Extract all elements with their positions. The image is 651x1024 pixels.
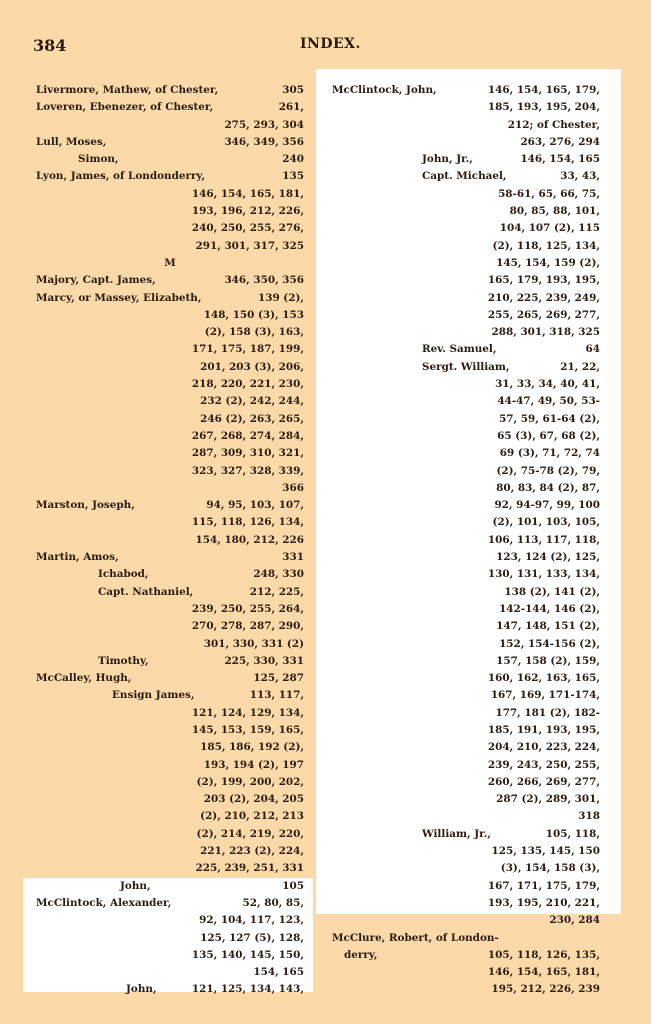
index-entry-name: William, Jr., [422, 827, 491, 840]
index-line [36, 930, 304, 947]
index-line [332, 238, 600, 255]
page-references: 195, 212, 226, 239 [491, 983, 600, 996]
index-line [332, 445, 600, 462]
index-line [332, 203, 600, 220]
page-references: 80, 85, 88, 101, [509, 205, 600, 218]
index-entry-name: John, [120, 879, 151, 892]
index-entry-name: Majory, Capt. James, [36, 274, 156, 287]
page-references: (2), 214, 219, 220, [196, 827, 304, 840]
index-line [332, 532, 600, 549]
page-references: (2), 101, 103, 105, [492, 516, 600, 529]
index-line [36, 584, 304, 601]
index-line [36, 964, 304, 981]
index-line [36, 860, 304, 877]
index-line [332, 964, 600, 981]
page-references: 185, 186, 192 (2), [200, 741, 304, 754]
page-references: (2), 75-78 (2), 79, [496, 464, 600, 477]
page-references: 177, 181 (2), 182- [495, 706, 600, 719]
page-references: 142-144, 146 (2), [499, 602, 600, 615]
page-references: 146, 154, 165 [520, 153, 600, 166]
index-line [332, 290, 600, 307]
page-references: 239, 250, 255, 264, [191, 602, 304, 615]
page-references: 135, 140, 145, 150, [191, 948, 304, 961]
page-references: 121, 124, 129, 134, [191, 706, 304, 719]
index-entry-name: Martin, Amos, [36, 551, 119, 564]
page-references: 239, 243, 250, 255, [487, 758, 600, 771]
index-entry-name: Livermore, Mathew, of Chester, [36, 84, 219, 96]
index-line [36, 82, 304, 99]
index-line [332, 117, 600, 134]
index-line [36, 895, 304, 912]
index-line [332, 757, 600, 774]
index-line [332, 860, 600, 877]
page-references: 115, 118, 126, 134, [191, 516, 304, 529]
index-entry-name: Simon, [78, 153, 119, 166]
page-references: 125, 135, 145, 150 [491, 845, 600, 858]
index-line [36, 687, 304, 704]
index-line [332, 808, 600, 825]
index-line [36, 445, 304, 462]
page-references: 139 (2), [258, 291, 304, 304]
index-entry-name: Lull, Moses, [36, 135, 107, 148]
page-references: 261, [278, 101, 304, 114]
index-line [332, 739, 600, 756]
page-references: 125, 287 [253, 672, 304, 685]
index-line [36, 722, 304, 739]
page-references: 160, 162, 163, 165, [487, 672, 600, 685]
page-references: 31, 33, 34, 40, 41, [495, 378, 600, 391]
page-references: (2), 199, 200, 202, [196, 775, 304, 788]
page-references: 58-61, 65, 66, 75, [498, 187, 600, 200]
index-entry-name: Capt. Michael, [422, 170, 507, 183]
page-title: INDEX. [300, 36, 361, 52]
index-entry-name: McClintock, Alexander, [36, 896, 172, 909]
page-references: 44-47, 49, 50, 53- [497, 395, 600, 408]
index-line [36, 601, 304, 618]
index-entry-name: derry, [344, 948, 378, 961]
index-entry-name: McClintock, John, [332, 84, 437, 96]
page-references: 366 [282, 481, 304, 494]
page-references: 232 (2), 242, 244, [200, 395, 304, 408]
index-line [36, 359, 304, 376]
index-entry-name: John, [126, 983, 157, 996]
index-line [36, 393, 304, 410]
page-references: 92, 104, 117, 123, [199, 914, 304, 927]
page-references: 225, 239, 251, 331 [195, 862, 304, 875]
page-references: (2), 210, 212, 213 [200, 810, 304, 823]
index-line [36, 705, 304, 722]
index-line [332, 947, 600, 964]
index-line [332, 981, 600, 998]
index-line [36, 514, 304, 531]
page-references: 204, 210, 223, 224, [487, 741, 600, 754]
page-references: 212, 225, [249, 585, 304, 598]
index-line [36, 480, 304, 497]
index-line [36, 255, 304, 272]
index-line [332, 168, 600, 185]
page-references: 193, 195, 210, 221, [487, 896, 600, 909]
page-references: 323, 327, 328, 339, [191, 464, 304, 477]
page-references: 240, 250, 255, 276, [191, 222, 304, 235]
page-references: 105, 118, [545, 827, 600, 840]
index-entry-name: Loveren, Ebenezer, of Chester, [36, 101, 214, 114]
page-references: 287 (2), 289, 301, [496, 793, 600, 806]
index-line [332, 826, 600, 843]
index-line [332, 480, 600, 497]
page-references: 57, 59, 61-64 (2), [499, 412, 600, 425]
index-entry-name: McClure, Robert, of London- [332, 931, 499, 944]
page-references: 193, 194 (2), 197 [203, 758, 304, 771]
index-line [332, 186, 600, 203]
index-line [332, 636, 600, 653]
page-references: 64 [585, 343, 600, 356]
section-heading: M [164, 256, 176, 269]
page-references: 121, 125, 134, 143, [191, 983, 304, 996]
index-line [36, 117, 304, 134]
index-line [332, 895, 600, 912]
index-line [36, 808, 304, 825]
index-entry-name: Sergt. William, [422, 360, 510, 373]
page-references: (3), 154, 158 (3), [500, 862, 600, 875]
index-line [36, 843, 304, 860]
page-references: 212; of Chester, [507, 118, 600, 131]
index-line [36, 912, 304, 929]
page-references: 193, 196, 212, 226, [191, 205, 304, 218]
index-entry-name: Marcy, or Massey, Elizabeth, [36, 291, 202, 304]
page-references: (2), 158 (3), 163, [204, 326, 304, 339]
index-line [332, 912, 600, 929]
index-line [332, 601, 600, 618]
index-line [332, 324, 600, 341]
page-references: 113, 117, [249, 689, 304, 702]
page-references: (2), 118, 125, 134, [492, 239, 600, 252]
index-line [332, 428, 600, 445]
index-line [332, 151, 600, 168]
index-line [332, 584, 600, 601]
index-line [36, 290, 304, 307]
page-references: 218, 220, 221, 230, [191, 378, 304, 391]
index-line [36, 220, 304, 237]
index-line [332, 463, 600, 480]
index-line [36, 947, 304, 964]
page-references: 154, 165 [253, 966, 304, 979]
index-line [332, 705, 600, 722]
index-entry-name: Ensign James, [112, 689, 195, 702]
page-references: 92, 94-97, 99, 100 [494, 499, 600, 512]
index-line [332, 307, 600, 324]
page-references: 94, 95, 103, 107, [206, 499, 304, 512]
page-references: 148, 150 (3), 153 [203, 308, 304, 321]
page-references: 135 [282, 170, 304, 183]
index-line [36, 99, 304, 116]
page-references: 225, 330, 331 [224, 654, 304, 667]
index-line [332, 653, 600, 670]
index-line [332, 843, 600, 860]
index-line [332, 930, 600, 947]
index-line [332, 878, 600, 895]
index-line [36, 981, 304, 998]
index-line [332, 618, 600, 635]
page-number: 384 [33, 36, 67, 55]
index-line [36, 168, 304, 185]
page-references: 152, 154-156 (2), [499, 637, 600, 650]
page-references: 255, 265, 269, 277, [487, 308, 600, 321]
index-entry-name: Lyon, James, of Londonderry, [36, 170, 206, 183]
page-references: 185, 193, 195, 204, [487, 101, 600, 114]
index-line [332, 514, 600, 531]
page-references: 130, 131, 133, 134, [487, 568, 600, 581]
page-references: 275, 293, 304 [224, 118, 304, 131]
index-line [36, 497, 304, 514]
index-line [36, 566, 304, 583]
page-references: 154, 180, 212, 226 [195, 533, 304, 546]
page-references: 52, 80, 85, [242, 896, 304, 909]
index-line [332, 220, 600, 237]
index-line [36, 307, 304, 324]
page-references: 147, 148, 151 (2), [496, 620, 600, 633]
index-line [36, 463, 304, 480]
page-references: 318 [578, 810, 600, 823]
index-entry-name: Timothy, [98, 654, 149, 667]
index-line [36, 376, 304, 393]
index-line [36, 774, 304, 791]
index-line [36, 411, 304, 428]
page-references: 240 [282, 153, 304, 166]
index-line [332, 791, 600, 808]
index-line [36, 549, 304, 566]
page-references: 221, 223 (2), 224, [200, 845, 304, 858]
page-references: 69 (3), 71, 72, 74 [499, 447, 600, 460]
page-references: 291, 301, 317, 325 [195, 239, 304, 252]
index-line [36, 272, 304, 289]
page-references: 248, 330 [253, 568, 304, 581]
page-references: 246 (2), 263, 265, [200, 412, 304, 425]
page-references: 301, 330, 331 (2) [203, 637, 304, 650]
page-references: 287, 309, 310, 321, [191, 447, 304, 460]
page-references: 33, 43, [560, 170, 600, 183]
page-references: 105 [282, 879, 304, 892]
page-references: 210, 225, 239, 249, [487, 291, 600, 304]
index-line [36, 203, 304, 220]
page-references: 167, 171, 175, 179, [487, 879, 600, 892]
index-line [332, 134, 600, 151]
page-references: 104, 107 (2), 115 [499, 222, 600, 235]
page-references: 201, 203 (3), 206, [200, 360, 304, 373]
page-references: 80, 83, 84 (2), 87, [496, 481, 600, 494]
index-line [36, 151, 304, 168]
index-line [36, 324, 304, 341]
index-line [36, 532, 304, 549]
page-references: 203 (2), 204, 205 [203, 793, 304, 806]
index-entry-name: Rev. Samuel, [422, 343, 497, 356]
page-references: 21, 22, [560, 360, 600, 373]
page-references: 267, 268, 274, 284, [191, 429, 304, 442]
index-line [332, 359, 600, 376]
page-references: 146, 154, 165, 181, [191, 187, 304, 200]
page-references: 270, 278, 287, 290, [191, 620, 304, 633]
index-line [332, 272, 600, 289]
page-references: 65 (3), 67, 68 (2), [497, 429, 600, 442]
index-line [36, 341, 304, 358]
page-references: 105, 118, 126, 135, [487, 948, 600, 961]
index-line [36, 428, 304, 445]
index-line [36, 791, 304, 808]
page-references: 145, 154, 159 (2), [496, 256, 600, 269]
index-entry-name: John, Jr., [422, 153, 473, 166]
index-entry-name: McCalley, Hugh, [36, 672, 132, 685]
page-references: 263, 276, 294 [520, 135, 600, 148]
index-line [36, 636, 304, 653]
page-references: 123, 124 (2), 125, [496, 551, 600, 564]
index-line [332, 341, 600, 358]
index-line [332, 99, 600, 116]
index-line [332, 393, 600, 410]
page-references: 167, 169, 171-174, [490, 689, 600, 702]
index-line [332, 549, 600, 566]
index-line [332, 497, 600, 514]
page-references: 106, 113, 117, 118, [487, 533, 600, 546]
index-line [36, 653, 304, 670]
index-line [36, 186, 304, 203]
index-line [332, 774, 600, 791]
index-entry-name: Capt. Nathaniel, [98, 585, 194, 598]
page-references: 145, 153, 159, 165, [191, 723, 304, 736]
page-references: 125, 127 (5), 128, [200, 931, 304, 944]
index-line [36, 826, 304, 843]
page-references: 260, 266, 269, 277, [487, 775, 600, 788]
index-line [332, 82, 600, 99]
left-index-column [36, 82, 304, 999]
page-references: 138 (2), 141 (2), [504, 585, 600, 598]
index-line [36, 739, 304, 756]
page-references: 146, 154, 165, 179, [487, 84, 600, 96]
index-line [36, 618, 304, 635]
right-index-column [332, 82, 600, 999]
page-references: 157, 158 (2), 159, [496, 654, 600, 667]
page-references: 165, 179, 193, 195, [487, 274, 600, 287]
index-line [332, 566, 600, 583]
index-line [332, 255, 600, 272]
page-references: 346, 349, 356 [224, 135, 304, 148]
index-entry-name: Marston, Joseph, [36, 499, 135, 512]
index-line [36, 878, 304, 895]
index-line [332, 670, 600, 687]
index-entry-name: Ichabod, [98, 568, 149, 581]
page-references: 146, 154, 165, 181, [487, 966, 600, 979]
index-line [332, 722, 600, 739]
page-references: 346, 350, 356 [224, 274, 304, 287]
index-line [36, 757, 304, 774]
page-references: 171, 175, 187, 199, [191, 343, 304, 356]
page-references: 185, 191, 193, 195, [487, 723, 600, 736]
page-references: 331 [282, 551, 304, 564]
index-line [332, 411, 600, 428]
page-references: 305 [282, 84, 304, 96]
page-references: 230, 284 [549, 914, 600, 927]
index-line [332, 376, 600, 393]
index-line [332, 687, 600, 704]
index-line [36, 670, 304, 687]
page-references: 288, 301, 318, 325 [491, 326, 600, 339]
index-line [36, 134, 304, 151]
index-line [36, 238, 304, 255]
